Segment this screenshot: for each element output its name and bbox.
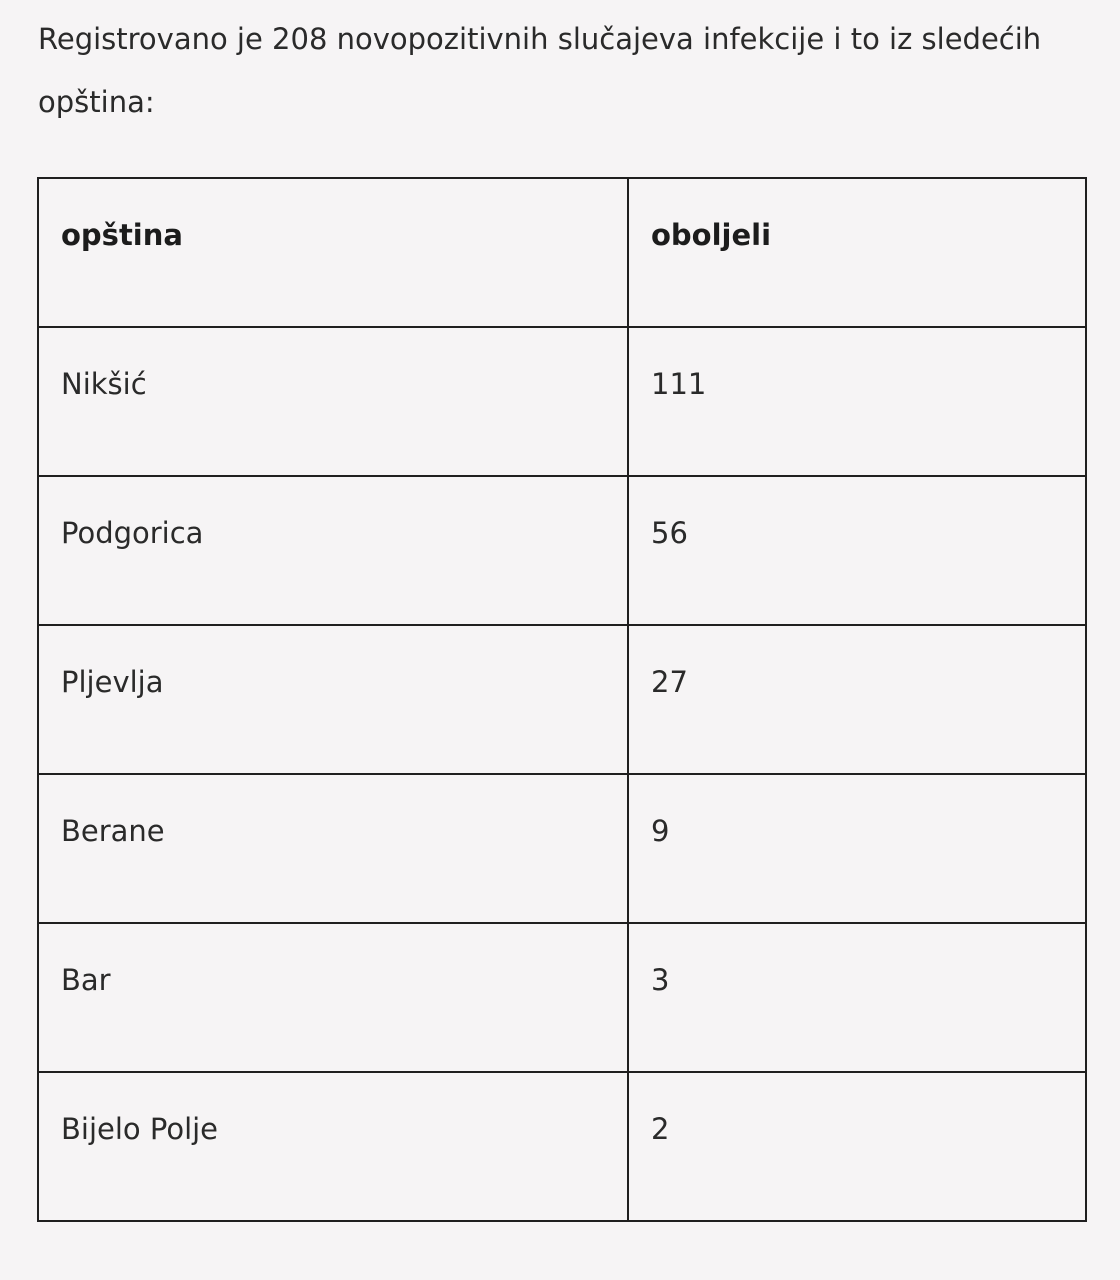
cases-cell: 3 <box>628 923 1086 1072</box>
header-municipality: opština <box>38 178 628 327</box>
cases-cell: 2 <box>628 1072 1086 1221</box>
municipality-cell: Podgorica <box>38 476 628 625</box>
cases-cell: 111 <box>628 327 1086 476</box>
cases-cell: 27 <box>628 625 1086 774</box>
municipality-cell: Bijelo Polje <box>38 1072 628 1221</box>
table-header-row <box>38 178 1086 327</box>
table-row <box>38 476 1086 625</box>
municipality-cell: Nikšić <box>38 327 628 476</box>
table-row <box>38 774 1086 923</box>
municipality-cell: Bar <box>38 923 628 1072</box>
table-row <box>38 625 1086 774</box>
table-row <box>38 327 1086 476</box>
table-row <box>38 1072 1086 1221</box>
cases-cell: 9 <box>628 774 1086 923</box>
municipality-cell: Berane <box>38 774 628 923</box>
cases-cell: 56 <box>628 476 1086 625</box>
municipality-cell: Pljevlja <box>38 625 628 774</box>
cases-table <box>37 177 1087 1222</box>
intro-paragraph: Registrovano je 208 novopozitivnih slučajeva infekcije i to iz sledećih opština: <box>38 22 1042 119</box>
table-row <box>38 923 1086 1072</box>
header-cases: oboljeli <box>628 178 1086 327</box>
